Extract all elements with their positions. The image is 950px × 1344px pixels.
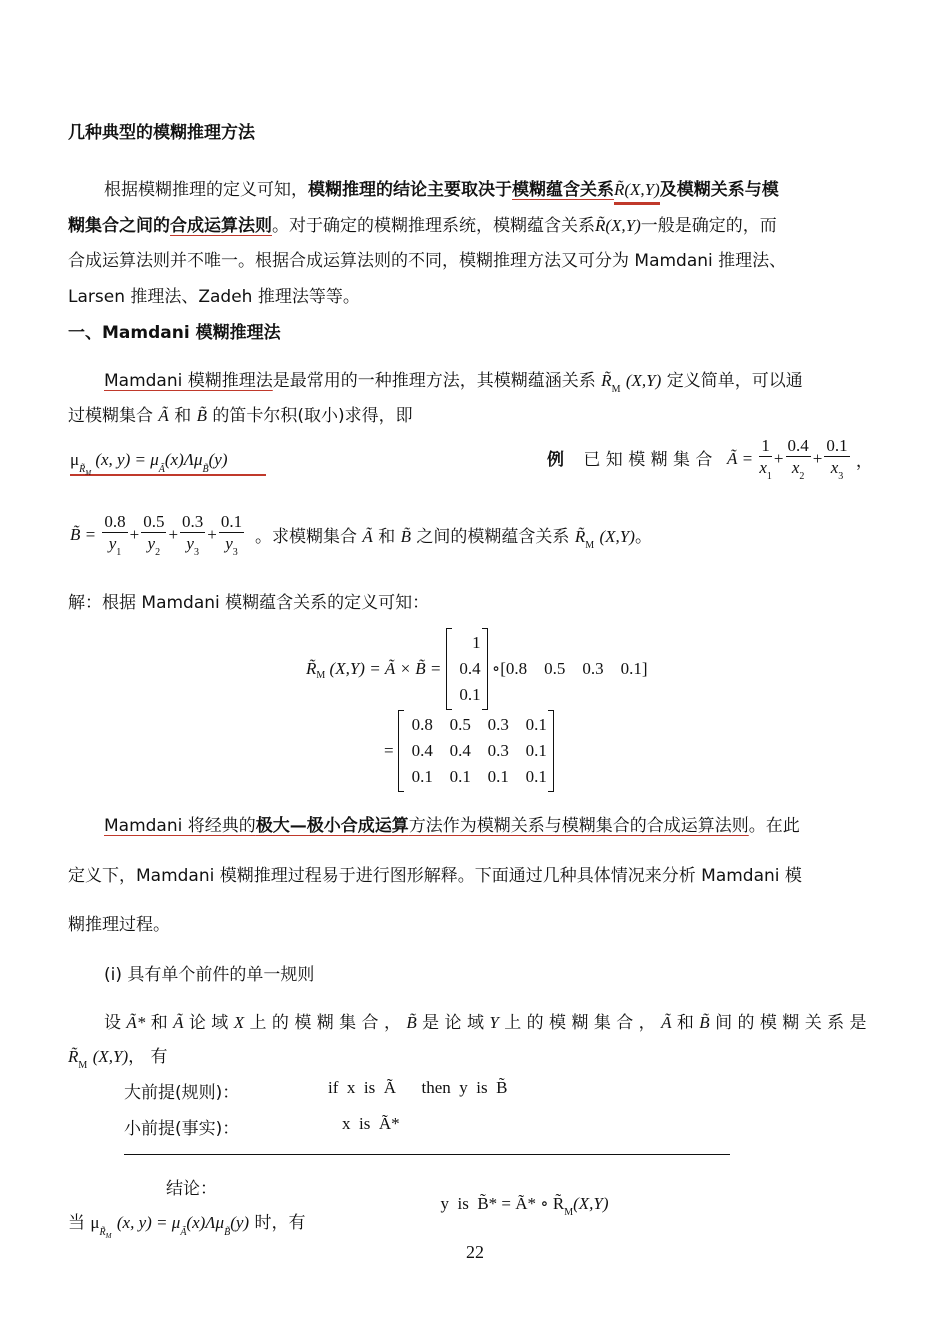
mamdani-r-sub: M (611, 384, 621, 395)
question-part-2: 之间的模糊蕴含关系 (416, 527, 570, 547)
set-a-subscript: 1 (766, 471, 772, 482)
formula-sub-r: R̃ (79, 464, 86, 475)
question-r: R̃ (574, 527, 586, 546)
maxmin-part-b: 极大—极小合成运算 (255, 816, 409, 836)
set-a-numerator: 1 (759, 436, 772, 457)
case-a: Ã (173, 1013, 184, 1032)
column-vector-values (453, 630, 481, 708)
case-text-5: 上 的 模 糊 集 合 ， (504, 1013, 656, 1033)
result-matrix-values (405, 712, 547, 790)
question-a: Ã (362, 527, 373, 546)
case-text-4: 是 论 域 (422, 1013, 484, 1033)
mu-symbol: μ (70, 450, 80, 469)
column-vector-entry (453, 682, 481, 708)
example-text: 已 知 模 糊 集 合 (583, 450, 713, 470)
question-xy: (X,Y) (599, 527, 635, 546)
mamdani-line-2 (68, 401, 413, 426)
intro-bold-5: 合成运算法则 (170, 216, 272, 236)
intro-text-3: 一般是确定的，而 (640, 216, 777, 236)
minor-premise-label: 小前提(事实)： (124, 1119, 240, 1139)
case-Y: Y (489, 1013, 499, 1032)
set-b-definition (70, 512, 246, 558)
case-b: B̃ (406, 1013, 417, 1032)
conclusion-xy: (X,Y) (573, 1194, 609, 1213)
matrix-lhs-sub: M (316, 669, 326, 681)
equals-sign: = (384, 741, 394, 760)
major-premise-rule: if x is Ã then y is B̃ (328, 1078, 508, 1097)
set-a-fraction (786, 436, 811, 482)
matrix-row (405, 738, 547, 764)
set-a-numerator: 0.1 (826, 436, 848, 455)
column-vector-value: 0.4 (459, 659, 481, 678)
when-text: 当 (68, 1213, 85, 1233)
case-astar: Ã* (126, 1013, 146, 1032)
set-b-eq: B̃ = (70, 525, 97, 544)
question-b: B̃ (400, 527, 411, 546)
case-b2: B̃ (699, 1013, 710, 1032)
conclusion-label: 结论： (166, 1179, 217, 1199)
matrix-cell: 0.5 (449, 715, 471, 734)
maxmin-line-2: 定义下，Mamdani 模糊推理过程易于进行图形解释。下面通过几种具体情况来分析 Mamdani 模 (68, 866, 802, 886)
when-sub-b: B̃ (224, 1227, 231, 1238)
when-part-1: (x, y) = μ (116, 1213, 181, 1232)
set-a-subscript: 3 (838, 471, 844, 482)
case-and: 和 (150, 1013, 168, 1033)
when-line (68, 1208, 306, 1240)
intro-line-3: 合成运算法则并不唯一。根据合成运算法则的不同，模糊推理方法又可分为 Mamdani 推理法、 (68, 251, 787, 271)
set-b-denominator: $y_1$ (108, 534, 122, 558)
set-a-fraction (759, 436, 772, 482)
maxmin-part-d: 。在此 (748, 816, 800, 836)
column-vector-value: 0.1 (459, 685, 481, 704)
case-a2: Ã (661, 1013, 672, 1032)
set-a-denominator: $x_2$ (791, 458, 805, 482)
intro-line-4: Larsen 推理法、Zadeh 推理法等等。 (68, 287, 360, 307)
matrix-cell: 0.1 (411, 767, 433, 786)
matrix-row (405, 764, 547, 790)
intro-line-1 (104, 175, 779, 200)
question-end: 。 (634, 527, 652, 547)
when-part-2: (x)Λμ (186, 1213, 225, 1232)
set-a: Ã (158, 406, 169, 425)
major-premise-label: 大前提(规则)： (124, 1083, 240, 1103)
set-b-numerator: 0.3 (182, 512, 204, 531)
set-b-fraction (219, 512, 244, 558)
row-vector: [0.8 0.5 0.3 0.1] (500, 659, 648, 678)
question-and: 和 (378, 527, 396, 547)
intro-bold-1: 模糊推理的结论主要取决于 (308, 180, 512, 200)
case-line-2 (68, 1042, 168, 1071)
mamdani-r: R̃ (601, 371, 612, 390)
conclusion-formula (432, 1174, 609, 1218)
set-b-denominator: $y_2$ (147, 534, 161, 558)
example-label: 例 (547, 450, 564, 470)
and-text: 和 (174, 406, 192, 426)
mamdani-underlined: Mamdani 模糊推理法 (104, 371, 273, 391)
example-block (547, 445, 712, 470)
result-matrix (398, 710, 554, 792)
comma: ， (855, 451, 873, 471)
composition-symbol: ∘ (491, 659, 501, 678)
set-b-denominator: $y_3$ (186, 534, 199, 558)
matrix-row (405, 712, 547, 738)
set-a-plus: + (812, 449, 823, 468)
set-a-denominator: $x_3$ (830, 458, 844, 482)
set-b-numerator: 0.1 (220, 512, 243, 531)
set-a-definition (727, 436, 873, 482)
set-a-fractions (757, 436, 851, 482)
case-text-3: 上 的 模 糊 集 合 ， (249, 1013, 401, 1033)
set-a-plus: + (773, 449, 784, 468)
when-mu: μ (90, 1213, 100, 1232)
set-b-denominator: $y_3$ (225, 534, 238, 558)
set-b-fraction (141, 512, 166, 558)
matrix-cell: 0.3 (487, 715, 509, 734)
maxmin-line-1 (104, 811, 800, 836)
conclusion-text: y is B̃* = Ã* ∘ R̃ (440, 1194, 565, 1213)
mamdani-formula (70, 450, 266, 476)
mamdani-line2-text: 过模糊集合 (68, 406, 153, 426)
intro-rxy: R̃(X,Y) (614, 180, 660, 205)
formula-sub-b: B̃ (202, 464, 209, 475)
matrix-cell: 0.1 (525, 715, 547, 734)
set-b-plus: + (168, 525, 179, 544)
section-heading: 一、Mamdani 模糊推理法 (68, 323, 281, 343)
question-r-sub: M (585, 540, 595, 551)
intro-line-2 (68, 211, 777, 236)
question-part-1: 。求模糊集合 (255, 527, 357, 547)
matrix-equation-1 (306, 628, 648, 710)
intro-bold-2: 模糊蕴含关系 (512, 180, 614, 200)
formula-sub-m: M (85, 469, 92, 477)
set-b-numerator: 0.8 (104, 512, 126, 531)
set-a-denominator: $x_1$ (759, 458, 772, 482)
formula-sub-a: Ã (158, 464, 165, 475)
case-and-2: 和 (676, 1013, 694, 1033)
case-text-6: 间 的 模 糊 关 系 是 (715, 1013, 867, 1033)
matrix-cell: 0.8 (411, 715, 433, 734)
matrix-cell: 0.4 (449, 741, 471, 760)
maxmin-part-a: Mamdani 将经典的 (104, 816, 256, 836)
column-vector-value: 1 (472, 633, 481, 652)
set-b-subscript: 2 (155, 547, 161, 558)
maxmin-part-c: 方法作为模糊关系与模糊集合的合成运算法则 (408, 816, 749, 836)
set-b-plus: + (129, 525, 140, 544)
set-b: B̃ (196, 406, 207, 425)
section-title: 几种典型的模糊推理方法 (68, 123, 255, 143)
matrix-cell: 0.4 (411, 741, 433, 760)
minor-premise-fact: x is Ã* (342, 1114, 400, 1133)
when-sub-m: M (105, 1232, 112, 1240)
set-b-subscript: 3 (232, 547, 238, 558)
maxmin-line-3: 糊推理过程。 (68, 915, 170, 935)
solution-text: 解：根据 Mamdani 模糊蕴含关系的定义可知： (68, 593, 430, 613)
page-number: 22 (466, 1242, 484, 1262)
case-rxy: (X,Y) (92, 1047, 129, 1066)
mamdani-line-1 (104, 366, 803, 395)
set-b-fraction (180, 512, 205, 558)
matrix-cell: 0.3 (487, 741, 509, 760)
when-sub-r: R̃ (99, 1227, 106, 1238)
mamdani-xy: (X,Y) (625, 371, 662, 390)
formula-part-1: (x, y) = μ (95, 450, 159, 469)
question-text (255, 522, 652, 551)
case-line-1 (104, 1008, 867, 1033)
matrix-equation-2 (384, 710, 554, 792)
conclusion-divider (124, 1154, 730, 1155)
intro-rxy-2: R̃(X,Y) (595, 216, 641, 235)
formula-part-3: (y) (208, 450, 228, 469)
matrix-cell: 0.1 (487, 767, 509, 786)
column-vector-entry (453, 656, 481, 682)
matrix-lhs-r: R̃ (306, 659, 317, 678)
set-a-fraction (824, 436, 849, 482)
set-b-subscript: 1 (116, 547, 122, 558)
intro-text: 根据模糊推理的定义可知， (104, 180, 308, 200)
when-end: 时，有 (254, 1213, 306, 1233)
set-b-numerator: 0.5 (143, 512, 165, 531)
set-b-fraction (102, 512, 127, 558)
case-heading: (i) 具有单个前件的单一规则 (104, 965, 315, 985)
case-X: X (233, 1013, 245, 1032)
set-b-subscript: 3 (193, 547, 199, 558)
intro-bold-3: 及模糊关系与模 (659, 180, 779, 200)
set-a-subscript: 2 (799, 471, 805, 482)
mamdani-text: 是最常用的一种推理方法，其模糊蕴涵关系 (272, 371, 596, 391)
set-b-plus: + (207, 525, 217, 544)
matrix-cell: 0.1 (525, 741, 547, 760)
case-text-1: 设 (104, 1013, 121, 1033)
set-b-fractions (100, 512, 246, 558)
intro-bold-4: 糊集合之间的 (68, 216, 170, 236)
when-part-3: (y) (230, 1213, 250, 1232)
matrix-lhs-rest: (X,Y) = Ã × B̃ = (329, 659, 442, 678)
formula-part-2: (x)Λμ (164, 450, 203, 469)
set-a-numerator: 0.4 (787, 436, 809, 455)
case-r: R̃ (68, 1047, 79, 1066)
case-r-sub: M (78, 1060, 88, 1071)
case-text-2: 论 域 (188, 1013, 229, 1033)
case-have: ， 有 (128, 1047, 168, 1067)
mamdani-line2-end: 的笛卡尔积(取小)求得，即 (212, 406, 413, 426)
matrix-cell: 0.1 (525, 767, 547, 786)
matrix-cell: 0.1 (449, 767, 471, 786)
conclusion-sub: M (564, 1207, 574, 1218)
column-vector-entry (453, 630, 481, 656)
set-a-eq: Ã = (727, 449, 754, 468)
intro-text-2: 。对于确定的模糊推理系统，模糊蕴含关系 (272, 216, 595, 236)
when-sub-a: Ã (180, 1227, 187, 1238)
column-vector (446, 628, 488, 710)
mamdani-end: 定义简单，可以通 (666, 371, 803, 391)
